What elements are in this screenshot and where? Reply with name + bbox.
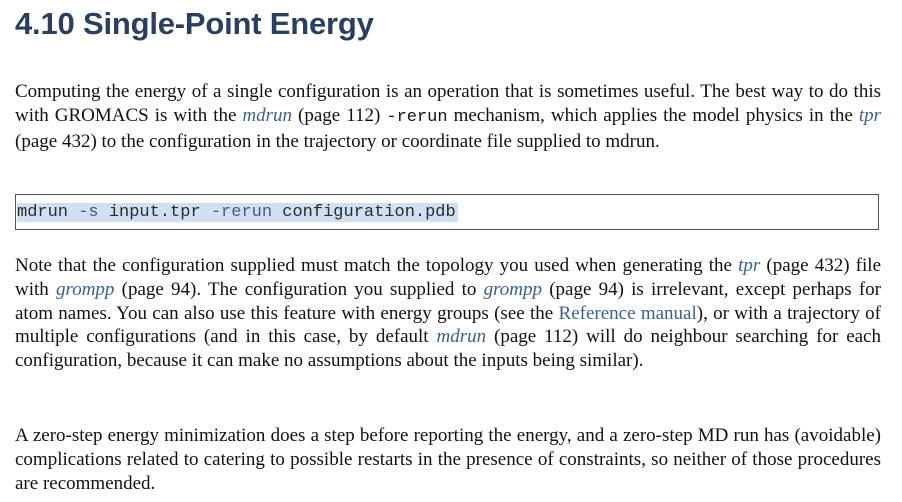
code-block: [15, 194, 879, 230]
paragraph-recommendation: A zero-step energy minimization does a step before reporting the energy, and a zero-step MD run has (avoidable) complications related to catering to possible restarts in the presence of constraints, so neither of those procedures are recommended.: [15, 425, 881, 494]
link-reference-manual[interactable]: Reference manual: [558, 302, 697, 324]
text-run: (page 432) to the configuration in the trajectory or coordinate file supplied to mdrun.: [15, 130, 660, 152]
code-command: mdrun: [17, 203, 69, 222]
paragraph-intro: [15, 80, 881, 153]
text-run: ), or with a trajectory of multiple configurations (and in this case, by default: [15, 302, 882, 348]
link-mdrun[interactable]: mdrun: [242, 104, 293, 126]
text-run: (page 432) file with: [15, 255, 881, 300]
link-grompp[interactable]: grompp: [483, 278, 542, 300]
code-arg-configuration: configuration.pdb: [282, 203, 456, 222]
paragraph-note: [15, 254, 881, 373]
text-run: (page 112) will do neighbour searching for each configuration, because it can make no assumptions about the inputs being similar).: [15, 326, 881, 372]
link-tpr[interactable]: tpr: [738, 255, 761, 276]
section-title: Single-Point Energy: [82, 6, 374, 41]
text-run: (page 112): [292, 104, 387, 126]
code-line[interactable]: [17, 203, 458, 222]
text-run: (page 94) is irrelevant, except perhaps for atom names. You can also use this feature with energy groups (see the: [15, 278, 882, 324]
text-run: (page 94). The configuration you supplied to: [114, 278, 484, 300]
text-run: mechanism, which applies the model physics in the: [447, 104, 859, 126]
link-grompp[interactable]: grompp: [56, 278, 115, 300]
code-option-rerun: -rerun: [210, 203, 273, 222]
section-number: 4.10: [15, 6, 75, 41]
text-run: Note that the configuration supplied must match the topology you used when generating the: [15, 255, 739, 276]
link-tpr[interactable]: tpr: [858, 104, 881, 126]
text-run: Computing the energy of a single configuration is an operation that is sometimes useful. The best way to do this with GROMACS is with the: [15, 81, 881, 126]
inline-code-rerun: -rerun: [386, 107, 448, 127]
section-heading: [15, 6, 374, 42]
code-arg-input: input.tpr: [108, 203, 201, 222]
link-mdrun[interactable]: mdrun: [436, 326, 487, 348]
code-option-s: -s: [78, 203, 99, 222]
